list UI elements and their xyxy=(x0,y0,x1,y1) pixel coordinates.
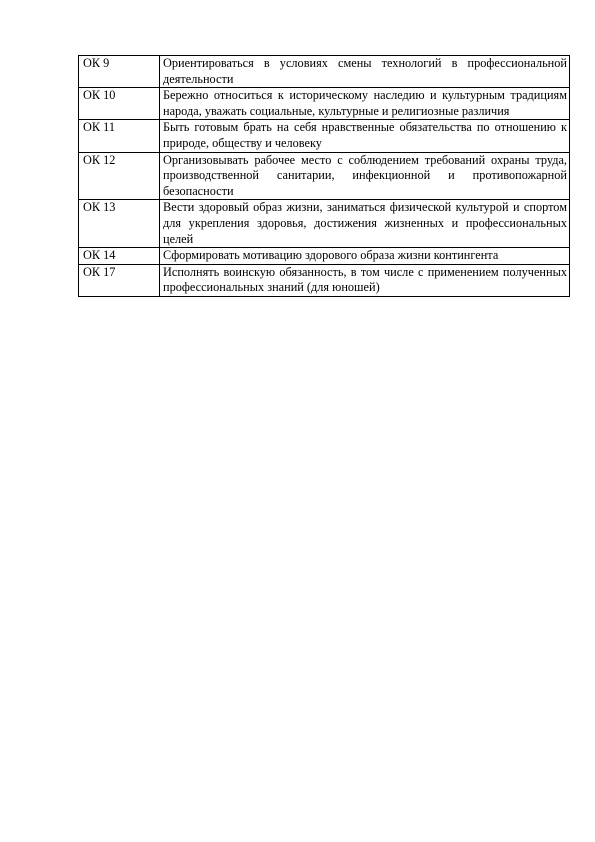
competency-code: ОК 12 xyxy=(79,152,160,200)
competency-description: Вести здоровый образ жизни, заниматься физической культурой и спортом для укрепления здоровья, достижения жизненных и профессиональных целей xyxy=(160,200,570,248)
competency-description: Организовывать рабочее место с соблюдением требований охраны труда, производственной санитарии, инфекционной и противопожарной безопасности xyxy=(160,152,570,200)
competency-description: Сформировать мотивацию здорового образа жизни контингента xyxy=(160,248,570,265)
competency-description: Ориентироваться в условиях смены технологий в профессиональной деятельности xyxy=(160,56,570,88)
competencies-table-container xyxy=(78,55,570,297)
competency-code: ОК 14 xyxy=(79,248,160,265)
table-row xyxy=(79,200,570,248)
table-row xyxy=(79,88,570,120)
table-row xyxy=(79,152,570,200)
competency-code: ОК 11 xyxy=(79,120,160,152)
table-row xyxy=(79,248,570,265)
competency-description: Исполнять воинскую обязанность, в том числе с применением полученных профессиональных знаний (для юношей) xyxy=(160,264,570,296)
competency-code: ОК 13 xyxy=(79,200,160,248)
table-row xyxy=(79,56,570,88)
table-row xyxy=(79,120,570,152)
competency-description: Быть готовым брать на себя нравственные обязательства по отношению к природе, обществу и человеку xyxy=(160,120,570,152)
competency-code: ОК 9 xyxy=(79,56,160,88)
competency-code: ОК 17 xyxy=(79,264,160,296)
competency-description: Бережно относиться к историческому наследию и культурным традициям народа, уважать социальные, культурные и религиозные различия xyxy=(160,88,570,120)
table-row xyxy=(79,264,570,296)
competencies-table xyxy=(78,55,570,297)
competency-code: ОК 10 xyxy=(79,88,160,120)
